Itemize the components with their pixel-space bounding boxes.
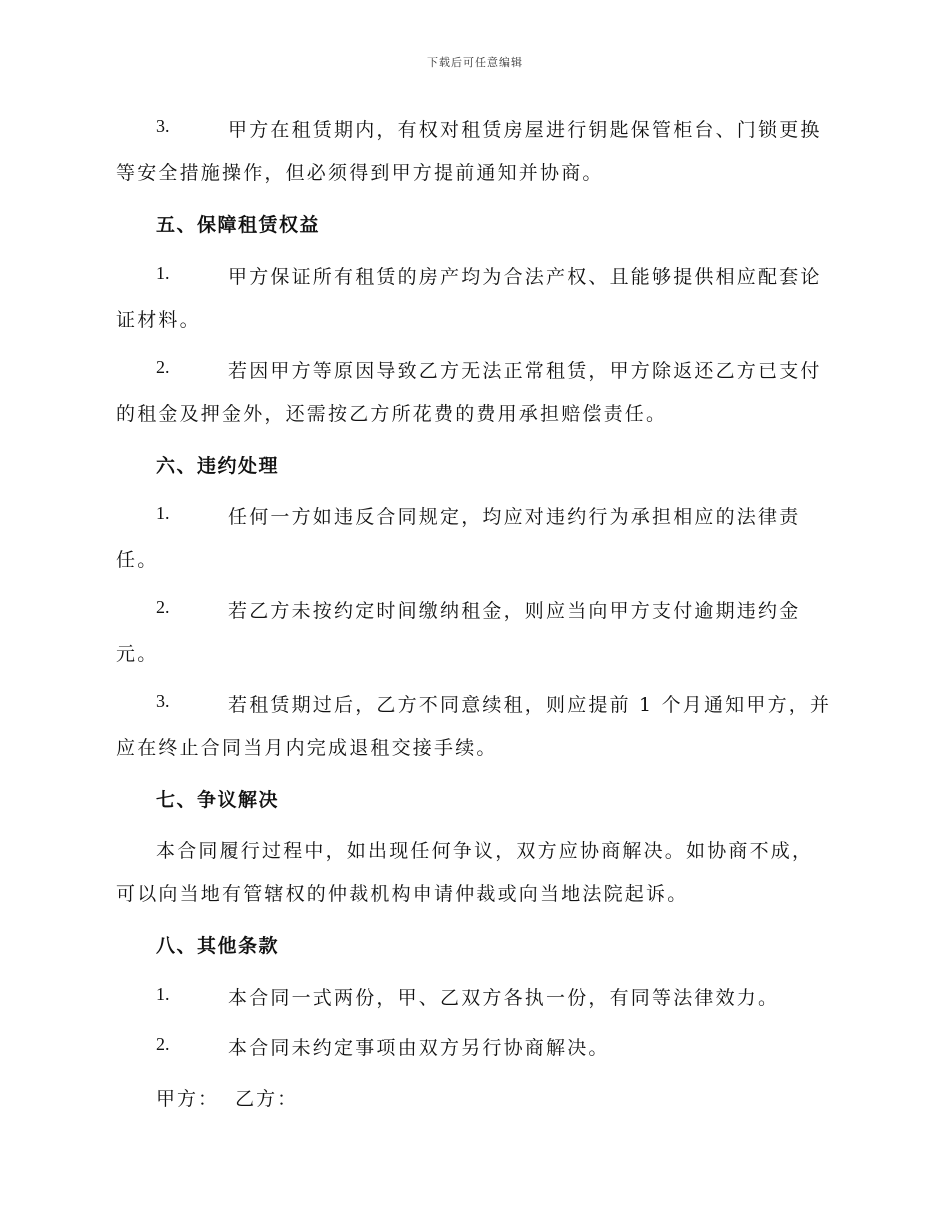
paragraph-text-continued: 可以向当地有管辖权的仲裁机构申请仲裁或向当地法院起诉。	[116, 883, 689, 905]
item-text-continued: 证材料。	[116, 309, 201, 331]
item-number: 1.	[156, 263, 170, 283]
section-heading: 六、违约处理	[156, 455, 280, 477]
item-text: 本合同一式两份，甲、乙双方各执一份，有同等法律效力。	[228, 987, 780, 1009]
item-text-continued: 任。	[116, 549, 159, 571]
item-number: 1.	[156, 503, 170, 523]
item-number: 1.	[156, 984, 170, 1004]
item-number: 2.	[156, 1034, 170, 1054]
item-text: 任何一方如违反合同规定，均应对违约行为承担相应的法律责	[228, 506, 801, 528]
section-heading: 七、争议解决	[156, 789, 280, 811]
item-number: 3.	[156, 691, 170, 711]
item-text: 甲方保证所有租赁的房产均为合法产权、且能够提供相应配套论	[228, 266, 822, 288]
signature-line	[156, 1084, 306, 1111]
paragraph-text: 本合同履行过程中，如出现任何争议，双方应协商解决。如协商不成，	[156, 840, 814, 862]
section-heading: 八、其他条款	[156, 935, 280, 957]
item-text-continued: 等安全措施操作，但必须得到甲方提前通知并协商。	[116, 162, 604, 184]
party-a-label: 甲方：	[156, 1088, 220, 1110]
item-text: 甲方在租赁期内，有权对租赁房屋进行钥匙保管柜台、门锁更换	[228, 119, 822, 141]
item-text: 若因甲方等原因导致乙方无法正常租赁，甲方除返还乙方已支付	[228, 360, 822, 382]
item-text-continued: 元。	[116, 643, 159, 665]
section-heading: 五、保障租赁权益	[156, 214, 321, 236]
item-text: 本合同未约定事项由双方另行协商解决。	[228, 1037, 610, 1059]
item-text: 若租赁期过后，乙方不同意续租，则应提前 1 个月通知甲方，并	[228, 694, 832, 716]
item-text: 若乙方未按约定时间缴纳租金，则应当向甲方支付逾期违约金	[228, 600, 801, 622]
item-number: 3.	[156, 116, 170, 136]
item-text-continued: 的租金及押金外，还需按乙方所花费的费用承担赔偿责任。	[116, 403, 668, 425]
item-text-continued: 应在终止合同当月内完成退租交接手续。	[116, 737, 498, 759]
page-header-note: 下载后可任意编辑	[427, 56, 523, 69]
item-number: 2.	[156, 597, 170, 617]
party-b-label: 乙方：	[235, 1088, 299, 1110]
item-number: 2.	[156, 357, 170, 377]
